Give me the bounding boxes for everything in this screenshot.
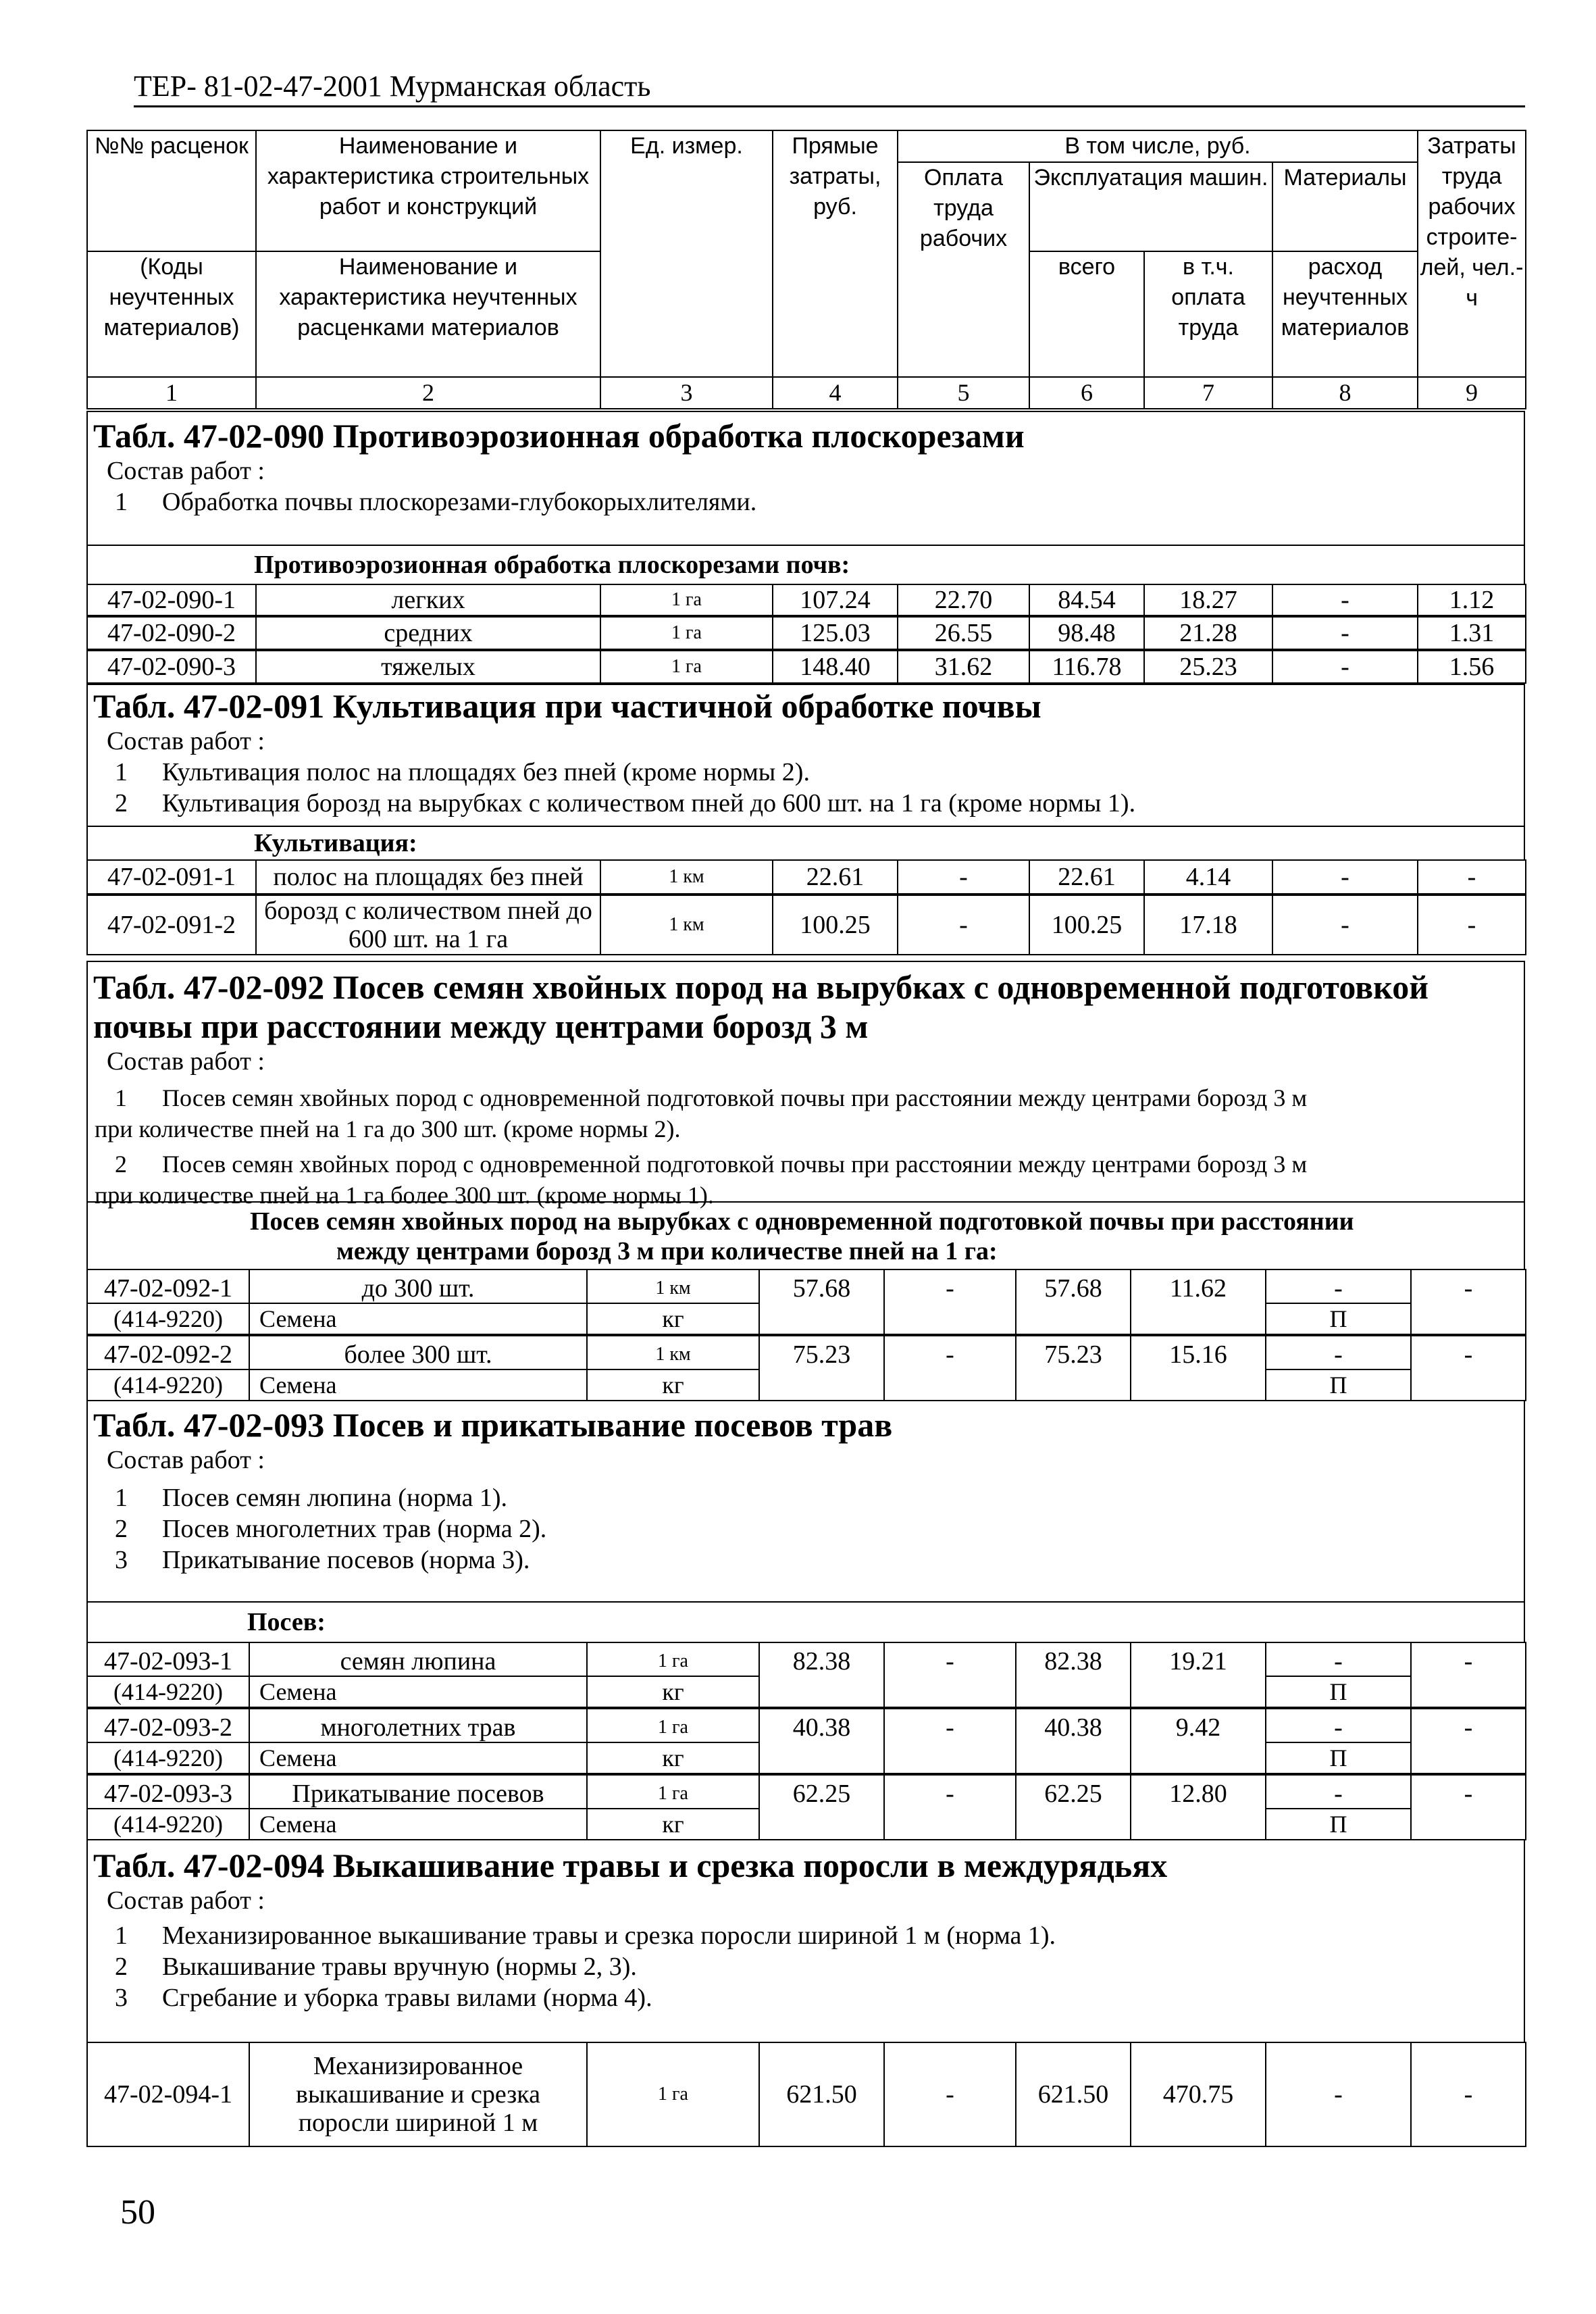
rate-code-cell: 47-02-093-1 bbox=[86, 1642, 250, 1677]
work-name-cell: борозд с количеством пней до 600 шт. на 1 га bbox=[255, 895, 601, 955]
page-number: 50 bbox=[120, 2193, 155, 2232]
col-header-material-codes: (Коды неучтенных материалов) bbox=[87, 251, 256, 377]
machine-cost-cell: 116.78 bbox=[1029, 650, 1145, 684]
table-092-title-line2: почвы при расстоянии между центрами борозд 3 м bbox=[93, 1007, 869, 1045]
work-item-text: Механизированное выкашивание травы и срезка поросли шириной 1 м (норма 1). bbox=[162, 1921, 1056, 1950]
work-item-text: Культивация борозд на вырубках с количеством пней до 600 шт. на 1 га (кроме нормы 1). bbox=[162, 789, 1136, 818]
material-use-cell: - bbox=[1265, 1269, 1412, 1304]
rate-code-cell: 47-02-092-2 bbox=[86, 1335, 250, 1370]
table-090-block bbox=[86, 411, 1525, 546]
col-header-machines: Эксплуатация машин. bbox=[1029, 162, 1272, 251]
labor-hours-cell: - bbox=[1410, 1269, 1526, 1335]
machine-cost-cell: 62.25 bbox=[1015, 1774, 1131, 1840]
work-item bbox=[88, 1476, 1524, 1513]
work-name-cell: средних bbox=[255, 616, 601, 650]
col-header-unit: Ед. измер. bbox=[600, 130, 773, 377]
unit-cell: 1 га bbox=[586, 1774, 760, 1809]
machine-cost-cell: 40.38 bbox=[1015, 1708, 1131, 1774]
composition-label: Состав работ : bbox=[107, 1886, 265, 1915]
direct-cost-cell: 62.25 bbox=[758, 1774, 885, 1840]
work-item bbox=[88, 1145, 1524, 1180]
rate-code-cell: 47-02-093-2 bbox=[86, 1708, 250, 1743]
col-header-rate-number: №№ расценок bbox=[87, 130, 256, 251]
unit-cell: 1 га bbox=[586, 1708, 760, 1743]
material-name-cell: Семена bbox=[249, 1742, 588, 1774]
machine-labor-pay-cell: 12.80 bbox=[1130, 1774, 1266, 1840]
work-item-number: 2 bbox=[115, 1953, 128, 1981]
machine-cost-cell: 22.61 bbox=[1029, 859, 1145, 895]
material-unit-cell: кг bbox=[586, 1676, 760, 1708]
worker-pay-cell: - bbox=[883, 1269, 1016, 1335]
labor-hours-cell: 1.56 bbox=[1417, 650, 1526, 684]
worker-pay-cell: 31.62 bbox=[897, 650, 1030, 684]
col-number: 8 bbox=[1272, 377, 1418, 409]
rate-code-cell: 47-02-092-1 bbox=[86, 1269, 250, 1304]
material-use-cell: - bbox=[1272, 584, 1418, 616]
work-item-number: 1 bbox=[115, 758, 128, 786]
work-item-text: Посев семян хвойных пород с одновременной подготовкой почвы при расстоянии между центрами борозд 3 м bbox=[162, 1084, 1308, 1111]
labor-hours-cell: - bbox=[1410, 1335, 1526, 1401]
material-use-cell: - bbox=[1272, 616, 1418, 650]
material-code-cell: (414-9220) bbox=[86, 1742, 250, 1774]
rate-code-cell: 47-02-090-3 bbox=[86, 650, 257, 684]
direct-cost-cell: 621.50 bbox=[758, 2042, 885, 2147]
rate-code-cell: 47-02-091-1 bbox=[86, 859, 257, 895]
machine-labor-pay-cell: 4.14 bbox=[1143, 859, 1273, 895]
work-item bbox=[88, 1982, 1524, 2013]
work-item-text: Выкашивание травы вручную (нормы 2, 3). bbox=[162, 1953, 637, 1981]
work-name-cell: многолетних трав bbox=[249, 1708, 588, 1743]
col-header-work-name: Наименование и характеристика строительных работ и конструкций bbox=[256, 130, 600, 251]
worker-pay-cell: - bbox=[883, 1335, 1016, 1401]
worker-pay-cell: - bbox=[897, 895, 1030, 955]
direct-cost-cell: 40.38 bbox=[758, 1708, 885, 1774]
labor-hours-cell: 1.12 bbox=[1417, 584, 1526, 616]
work-item bbox=[88, 788, 1524, 819]
material-code-cell: (414-9220) bbox=[86, 1676, 250, 1708]
table-091-block bbox=[86, 684, 1525, 827]
material-use-cell: - bbox=[1265, 1774, 1412, 1809]
work-item-number: 2 bbox=[115, 1151, 127, 1178]
material-code-cell: (414-9220) bbox=[86, 1303, 250, 1335]
work-name-cell: тяжелых bbox=[255, 650, 601, 684]
work-name-cell: более 300 шт. bbox=[249, 1335, 588, 1370]
material-qty-cell: П bbox=[1265, 1742, 1412, 1774]
direct-cost-cell: 107.24 bbox=[772, 584, 898, 616]
col-number: 9 bbox=[1418, 377, 1526, 409]
col-header-machines-labor: в т.ч. оплата труда bbox=[1144, 251, 1272, 377]
work-name-cell: до 300 шт. bbox=[249, 1269, 588, 1304]
table-092-title-line1: Табл. 47-02-092 Посев семян хвойных пород на вырубках с одновременной подготовкой bbox=[93, 968, 1429, 1006]
material-qty-cell: П bbox=[1265, 1676, 1412, 1708]
unit-cell: 1 га bbox=[600, 584, 773, 616]
material-use-cell: - bbox=[1265, 1335, 1412, 1370]
material-qty-cell: П bbox=[1265, 1808, 1412, 1840]
composition-label: Состав работ : bbox=[107, 457, 265, 485]
material-use-cell: - bbox=[1272, 859, 1418, 895]
work-item-number: 2 bbox=[115, 1515, 128, 1543]
direct-cost-cell: 148.40 bbox=[772, 650, 898, 684]
labor-hours-cell: - bbox=[1410, 1774, 1526, 1840]
labor-hours-cell: 1.31 bbox=[1417, 616, 1526, 650]
material-qty-cell: П bbox=[1265, 1369, 1412, 1401]
work-item bbox=[88, 1951, 1524, 1982]
work-item bbox=[88, 1513, 1524, 1544]
direct-cost-cell: 125.03 bbox=[772, 616, 898, 650]
col-header-material-use: расход неучтенных материалов bbox=[1272, 251, 1418, 377]
material-name-cell: Семена bbox=[249, 1369, 588, 1401]
machine-labor-pay-cell: 17.18 bbox=[1143, 895, 1273, 955]
worker-pay-cell: - bbox=[883, 1708, 1016, 1774]
col-number: 6 bbox=[1029, 377, 1144, 409]
table-093-subheading: Посев: bbox=[86, 1601, 1525, 1643]
column-header-table bbox=[86, 130, 1526, 409]
work-name-cell: Прикатывание посевов bbox=[249, 1774, 588, 1809]
work-item-number: 3 bbox=[115, 1984, 128, 2012]
work-item-number: 1 bbox=[115, 1484, 128, 1512]
col-header-material-names: Наименование и характеристика неучтенных расценками материалов bbox=[256, 251, 600, 377]
material-use-cell: - bbox=[1265, 1642, 1412, 1677]
work-item bbox=[88, 1077, 1524, 1113]
machine-cost-cell: 621.50 bbox=[1015, 2042, 1131, 2147]
material-name-cell: Семена bbox=[249, 1303, 588, 1335]
work-item bbox=[88, 757, 1524, 788]
work-name-cell: легких bbox=[255, 584, 601, 616]
table-094-block bbox=[86, 1839, 1525, 2043]
material-qty-cell: П bbox=[1265, 1303, 1412, 1335]
work-item-text: Посев семян хвойных пород с одновременной подготовкой почвы при расстоянии между центрами борозд 3 м bbox=[162, 1151, 1308, 1178]
material-unit-cell: кг bbox=[586, 1808, 760, 1840]
work-item-number: 1 bbox=[115, 1921, 128, 1950]
table-090-title: Табл. 47-02-090 Противоэрозионная обработка плоскорезами bbox=[93, 417, 1025, 455]
machine-labor-pay-cell: 470.75 bbox=[1130, 2042, 1266, 2147]
labor-hours-cell: - bbox=[1410, 1708, 1526, 1774]
unit-cell: 1 га bbox=[600, 616, 773, 650]
table-092-subheading bbox=[86, 1201, 1525, 1270]
composition-label: Состав работ : bbox=[107, 1047, 265, 1076]
rate-code-cell: 47-02-090-1 bbox=[86, 584, 257, 616]
rate-code-cell: 47-02-090-2 bbox=[86, 616, 257, 650]
table-093-title: Табл. 47-02-093 Посев и прикатывание посевов трав bbox=[93, 1406, 893, 1444]
work-item-number: 1 bbox=[115, 1084, 127, 1111]
machine-labor-pay-cell: 11.62 bbox=[1130, 1269, 1266, 1335]
table-092-block bbox=[86, 961, 1525, 1209]
work-name-cell: семян люпина bbox=[249, 1642, 588, 1677]
col-number: 4 bbox=[773, 377, 898, 409]
work-item-text: Прикатывание посевов (норма 3). bbox=[162, 1546, 530, 1574]
work-item bbox=[88, 1916, 1524, 1951]
direct-cost-cell: 82.38 bbox=[758, 1642, 885, 1708]
unit-cell: 1 км bbox=[586, 1269, 760, 1304]
worker-pay-cell: - bbox=[897, 859, 1030, 895]
machine-cost-cell: 57.68 bbox=[1015, 1269, 1131, 1335]
machine-labor-pay-cell: 9.42 bbox=[1130, 1708, 1266, 1774]
material-use-cell: - bbox=[1272, 650, 1418, 684]
unit-cell: 1 га bbox=[586, 1642, 760, 1677]
table-092-subheading-line2: между центрами борозд 3 м при количестве пней на 1 га: bbox=[336, 1237, 998, 1265]
machine-labor-pay-cell: 19.21 bbox=[1130, 1642, 1266, 1708]
machine-cost-cell: 84.54 bbox=[1029, 584, 1145, 616]
machine-labor-pay-cell: 25.23 bbox=[1143, 650, 1273, 684]
col-number: 1 bbox=[87, 377, 256, 409]
work-item-text: Посев многолетних трав (норма 2). bbox=[162, 1515, 547, 1543]
unit-cell: 1 км bbox=[600, 895, 773, 955]
material-use-cell: - bbox=[1265, 1708, 1412, 1743]
table-091-title: Табл. 47-02-091 Культивация при частичной обработке почвы bbox=[93, 687, 1041, 725]
unit-cell: 1 км bbox=[600, 859, 773, 895]
material-use-cell: - bbox=[1272, 895, 1418, 955]
machine-cost-cell: 98.48 bbox=[1029, 616, 1145, 650]
work-item bbox=[88, 486, 1524, 518]
work-item-number: 2 bbox=[115, 789, 128, 818]
composition-label: Состав работ : bbox=[107, 1446, 265, 1474]
work-item bbox=[88, 1544, 1524, 1576]
work-item-continuation: при количестве пней на 1 га более 300 шт. (кроме нормы 1). bbox=[95, 1182, 714, 1209]
col-header-including: В том числе, руб. bbox=[898, 130, 1418, 162]
document-header: ТЕР- 81-02-47-2001 Мурманская область bbox=[134, 68, 1525, 107]
work-item-text: Культивация полос на площадях без пней (кроме нормы 2). bbox=[162, 758, 810, 786]
direct-cost-cell: 75.23 bbox=[758, 1335, 885, 1401]
machine-cost-cell: 82.38 bbox=[1015, 1642, 1131, 1708]
col-header-materials: Материалы bbox=[1272, 162, 1418, 251]
direct-cost-cell: 100.25 bbox=[772, 895, 898, 955]
col-header-labor-hours: Затраты труда рабочих строите-лей, чел.-ч bbox=[1418, 130, 1526, 377]
labor-hours-cell: - bbox=[1417, 895, 1526, 955]
material-use-cell: - bbox=[1265, 2042, 1412, 2147]
material-unit-cell: кг bbox=[586, 1369, 760, 1401]
table-090-subheading: Противоэрозионная обработка плоскорезами почв: bbox=[86, 545, 1525, 585]
machine-labor-pay-cell: 18.27 bbox=[1143, 584, 1273, 616]
unit-cell: 1 га bbox=[600, 650, 773, 684]
direct-cost-cell: 22.61 bbox=[772, 859, 898, 895]
machine-labor-pay-cell: 15.16 bbox=[1130, 1335, 1266, 1401]
col-number: 5 bbox=[898, 377, 1029, 409]
table-093-block bbox=[86, 1400, 1525, 1603]
unit-cell: 1 км bbox=[586, 1335, 760, 1370]
material-unit-cell: кг bbox=[586, 1742, 760, 1774]
unit-cell: 1 га bbox=[586, 2042, 760, 2147]
worker-pay-cell: 26.55 bbox=[897, 616, 1030, 650]
rate-code-cell: 47-02-093-3 bbox=[86, 1774, 250, 1809]
rate-code-cell: 47-02-094-1 bbox=[86, 2042, 250, 2147]
worker-pay-cell: - bbox=[883, 1642, 1016, 1708]
work-item-number: 3 bbox=[115, 1546, 128, 1574]
machine-labor-pay-cell: 21.28 bbox=[1143, 616, 1273, 650]
material-name-cell: Семена bbox=[249, 1676, 588, 1708]
direct-cost-cell: 57.68 bbox=[758, 1269, 885, 1335]
worker-pay-cell: - bbox=[883, 1774, 1016, 1840]
col-number: 3 bbox=[600, 377, 773, 409]
col-header-machines-total: всего bbox=[1029, 251, 1144, 377]
work-item-text: Сгребание и уборка травы вилами (норма 4). bbox=[162, 1984, 652, 2012]
machine-cost-cell: 100.25 bbox=[1029, 895, 1145, 955]
composition-label: Состав работ : bbox=[107, 727, 265, 755]
material-code-cell: (414-9220) bbox=[86, 1369, 250, 1401]
material-name-cell: Семена bbox=[249, 1808, 588, 1840]
table-094-title: Табл. 47-02-094 Выкашивание травы и срезка поросли в междурядьях bbox=[93, 1846, 1168, 1884]
labor-hours-cell: - bbox=[1417, 859, 1526, 895]
col-header-direct-costs: Прямые затраты, руб. bbox=[773, 130, 898, 377]
work-item-text: Обработка почвы плоскорезами-глубокорыхлителями. bbox=[162, 488, 757, 516]
worker-pay-cell: - bbox=[883, 2042, 1016, 2147]
work-item-continuation: при количестве пней на 1 га до 300 шт. (кроме нормы 2). bbox=[95, 1115, 681, 1142]
rate-code-cell: 47-02-091-2 bbox=[86, 895, 257, 955]
work-name-cell: Механизированное выкашивание и срезка поросли шириной 1 м bbox=[249, 2042, 588, 2147]
col-header-worker-pay: Оплата труда рабочих bbox=[898, 162, 1029, 377]
labor-hours-cell: - bbox=[1410, 1642, 1526, 1708]
worker-pay-cell: 22.70 bbox=[897, 584, 1030, 616]
col-number: 7 bbox=[1144, 377, 1272, 409]
work-item-text: Посев семян люпина (норма 1). bbox=[162, 1484, 508, 1512]
work-item-number: 1 bbox=[115, 488, 128, 516]
work-name-cell: полос на площадях без пней bbox=[255, 859, 601, 895]
machine-cost-cell: 75.23 bbox=[1015, 1335, 1131, 1401]
table-091-subheading: Культивация: bbox=[86, 826, 1525, 861]
table-092-subheading-line1: Посев семян хвойных пород на вырубках с одновременной подготовкой почвы при расстоянии bbox=[250, 1207, 1354, 1236]
material-unit-cell: кг bbox=[586, 1303, 760, 1335]
col-number: 2 bbox=[256, 377, 600, 409]
material-code-cell: (414-9220) bbox=[86, 1808, 250, 1840]
labor-hours-cell: - bbox=[1410, 2042, 1526, 2147]
